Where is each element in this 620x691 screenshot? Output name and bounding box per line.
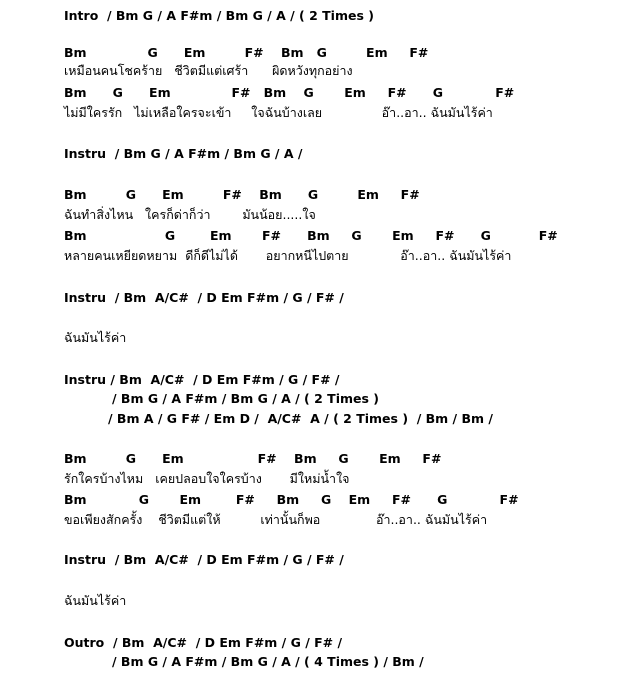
lyric-line: ฉันมันไร้ค่า (64, 330, 127, 345)
chord-line: Bm G Em F# Bm G Em F# (64, 45, 429, 60)
lyric-line: ไม่มีใครรัก ไม่เหลือใครจะเข้า ใจฉันบ้างเลย อ๊า..อา.. ฉันมันไร้ค่า (64, 105, 493, 120)
chord-line: Instru / Bm A/C# / D Em F#m / G / F# / (64, 290, 344, 305)
lyric-line: รักใครบ้างไหม เคยปลอบใจใครบ้าง มีใหม่น้ำใจ (64, 471, 350, 486)
chord-line: Intro / Bm G / A F#m / Bm G / A / ( 2 Times ) (64, 8, 374, 23)
lyric-line: ฉันมันไร้ค่า (64, 593, 127, 608)
chord-line: Instru / Bm A/C# / D Em F#m / G / F# / (64, 372, 340, 387)
chord-line: Instru / Bm A/C# / D Em F#m / G / F# / (64, 552, 344, 567)
lyric-line: ฉันทำสิ่งไหน ใครก็ด่าก็ว่า มันน้อย.....ใจ (64, 207, 316, 222)
chord-line: / Bm G / A F#m / Bm G / A / ( 4 Times ) / Bm / (112, 654, 424, 669)
chord-line: Bm G Em F# Bm G Em F# (64, 451, 442, 466)
chord-line: / Bm A / G F# / Em D / A/C# A / ( 2 Times ) / Bm / Bm / (108, 411, 493, 426)
chord-line: / Bm G / A F#m / Bm G / A / ( 2 Times ) (112, 391, 379, 406)
lyric-line: เหมือนคนโชคร้าย ชีวิตมีแต่เศร้า ผิดหวังทุกอย่าง (64, 63, 353, 78)
lyric-line: หลายคนเหยียดหยาม ดีก็ดีไม่ได้ อยากหนีไปตาย อ๊า..อา.. ฉันมันไร้ค่า (64, 248, 512, 263)
chord-line: Bm G Em F# Bm G Em F# (64, 187, 420, 202)
chord-line: Bm G Em F# Bm G Em F# G F# (64, 228, 558, 243)
chord-line: Bm G Em F# Bm G Em F# G F# (64, 492, 519, 507)
chord-line: Instru / Bm G / A F#m / Bm G / A / (64, 146, 303, 161)
lyric-line: ขอเพียงสักครั้ง ชีวิตมีแต่ให้ เท่านั้นก็พอ อ๊า..อา.. ฉันมันไร้ค่า (64, 512, 488, 527)
chord-line: Bm G Em F# Bm G Em F# G F# (64, 85, 515, 100)
chord-line: Outro / Bm A/C# / D Em F#m / G / F# / (64, 635, 343, 650)
